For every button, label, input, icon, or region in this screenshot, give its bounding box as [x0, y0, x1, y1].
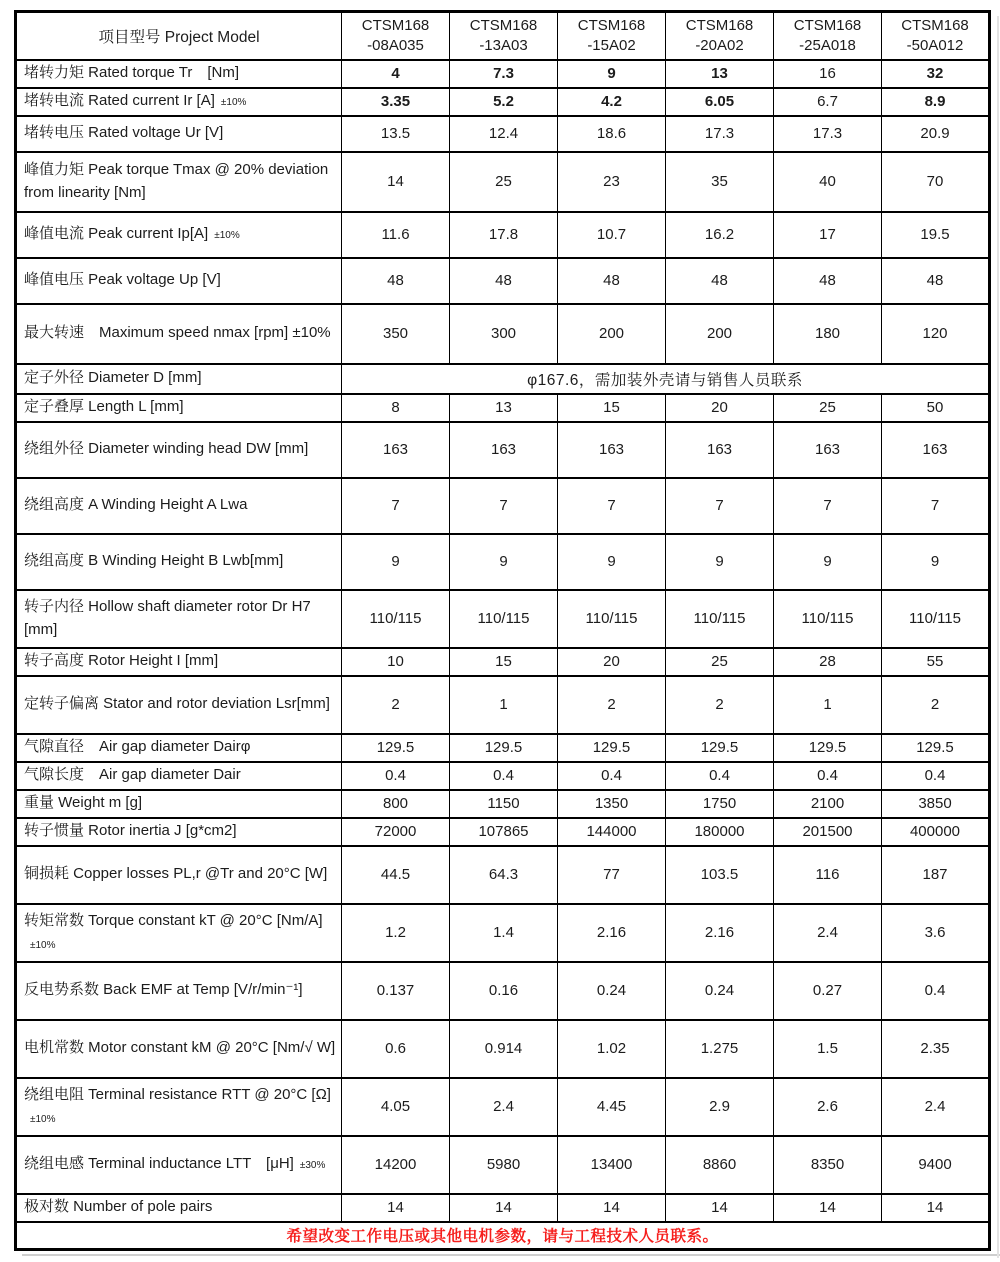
spec-row — [16, 846, 990, 904]
spec-value: 35 — [666, 152, 774, 212]
spec-value: 0.4 — [558, 762, 666, 790]
spec-value: 163 — [342, 422, 450, 478]
row-label-text: 转子惯量 Rotor inertia J [g*cm2] — [24, 822, 237, 840]
spec-value: 8860 — [666, 1136, 774, 1194]
spec-value: 110/115 — [342, 590, 450, 648]
spec-value: 48 — [450, 258, 558, 304]
spec-value: 1.275 — [666, 1020, 774, 1078]
row-label-text: 转子高度 Rotor Height I [mm] — [24, 652, 219, 670]
row-label — [16, 364, 342, 394]
spec-row — [16, 676, 990, 734]
spec-value: 0.137 — [342, 962, 450, 1020]
spec-value: 9 — [558, 60, 666, 88]
spec-row — [16, 422, 990, 478]
spec-value: 2.16 — [666, 904, 774, 962]
row-label — [16, 422, 342, 478]
spec-value: 116 — [774, 846, 882, 904]
spec-value: 0.24 — [558, 962, 666, 1020]
spec-value: 55 — [882, 648, 990, 676]
model-name-line2: -08A035 — [367, 36, 424, 54]
spec-value: 144000 — [558, 818, 666, 846]
spec-row — [16, 60, 990, 88]
spec-value: 9 — [882, 534, 990, 590]
spec-value: 163 — [882, 422, 990, 478]
row-label-text: 定转子偏离 Stator and rotor deviation Lsr[mm] — [24, 695, 330, 713]
spec-row — [16, 258, 990, 304]
row-label-text: 铜损耗 Copper losses PL,r @Tr and 20°C [W] — [24, 865, 328, 883]
row-label-text: 堵转电流 Rated current Ir [A] — [24, 92, 215, 110]
page-edge-shadow-right — [997, 16, 999, 1258]
spec-value: 1.02 — [558, 1020, 666, 1078]
spec-value: 64.3 — [450, 846, 558, 904]
spec-value: 107865 — [450, 818, 558, 846]
spec-row — [16, 534, 990, 590]
spec-value: 9400 — [882, 1136, 990, 1194]
spec-value: 3850 — [882, 790, 990, 818]
spec-value: 19.5 — [882, 212, 990, 258]
row-label-text: 定子叠厚 Length L [mm] — [24, 398, 184, 416]
spec-value: 17.3 — [774, 116, 882, 152]
spec-value: 1 — [774, 676, 882, 734]
row-label-text: 定子外径 Diameter D [mm] — [24, 369, 202, 387]
spec-row — [16, 1078, 990, 1136]
spec-value: 3.35 — [342, 88, 450, 116]
spec-value: 2 — [882, 676, 990, 734]
row-label — [16, 846, 342, 904]
spec-value: 44.5 — [342, 846, 450, 904]
row-label — [16, 676, 342, 734]
tolerance-note: ±10% — [30, 1113, 56, 1125]
spec-value: 400000 — [882, 818, 990, 846]
spec-row — [16, 648, 990, 676]
spec-value: 14 — [450, 1194, 558, 1222]
tolerance-note: ±10% — [220, 97, 247, 109]
row-label-text: 峰值力矩 Peak torque Tmax @ 20% deviation from linearity [Nm] — [24, 161, 329, 201]
row-label-text: 电机常数 Motor constant kM @ 20°C [Nm/√ W] — [24, 1039, 336, 1057]
row-label-text: 转子内径 Hollow shaft diameter rotor Dr H7 [mm] — [24, 598, 311, 638]
row-label-text: 绕组高度 B Winding Height B Lwb[mm] — [24, 552, 284, 570]
row-label-text: 峰值电压 Peak voltage Up [V] — [24, 271, 221, 289]
row-label-text: 极对数 Number of pole pairs — [24, 1198, 213, 1216]
spec-value: 1150 — [450, 790, 558, 818]
spec-value: 9 — [666, 534, 774, 590]
spec-value: 163 — [774, 422, 882, 478]
spec-value: 13 — [450, 394, 558, 422]
spec-value: 10 — [342, 648, 450, 676]
spec-value: 129.5 — [342, 734, 450, 762]
row-label-text: 绕组高度 A Winding Height A Lwa — [24, 496, 248, 514]
row-label-text: 重量 Weight m [g] — [24, 794, 143, 812]
model-name-line2: -50A012 — [906, 36, 964, 54]
spec-row — [16, 818, 990, 846]
spec-row — [16, 962, 990, 1020]
spec-value: 5980 — [450, 1136, 558, 1194]
spec-row — [16, 762, 990, 790]
spec-value: 129.5 — [882, 734, 990, 762]
spec-row — [16, 790, 990, 818]
row-label-text: 峰值电流 Peak current Ip[A] — [24, 225, 209, 243]
spec-value: 14 — [342, 152, 450, 212]
spec-row — [16, 212, 990, 258]
spec-value: 1750 — [666, 790, 774, 818]
spec-value: 2.6 — [774, 1078, 882, 1136]
spec-value: 9 — [450, 534, 558, 590]
row-label-text: 绕组电感 Terminal inductance LTT [μH] — [24, 1155, 294, 1173]
spec-value: 1.4 — [450, 904, 558, 962]
row-label — [16, 60, 342, 88]
spec-value: 200 — [666, 304, 774, 364]
spec-value: 200 — [558, 304, 666, 364]
spec-row — [16, 1136, 990, 1194]
spec-value: 0.4 — [882, 962, 990, 1020]
model-name-line2: -25A018 — [799, 36, 856, 54]
spec-value: 14 — [882, 1194, 990, 1222]
spec-value: 103.5 — [666, 846, 774, 904]
spec-value: 13.5 — [342, 116, 450, 152]
model-name-line1: CTSM168 — [901, 16, 969, 34]
spec-value: 48 — [666, 258, 774, 304]
spec-value: 7 — [666, 478, 774, 534]
row-label-text: 反电势系数 Back EMF at Temp [V/r/min⁻¹] — [24, 981, 303, 999]
spec-value: 0.6 — [342, 1020, 450, 1078]
tolerance-note: ±10% — [214, 230, 240, 242]
spec-value: 18.6 — [558, 116, 666, 152]
spec-value: 9 — [558, 534, 666, 590]
spec-value: 8350 — [774, 1136, 882, 1194]
spec-row — [16, 734, 990, 762]
spec-value: 3.6 — [882, 904, 990, 962]
spec-value: 14 — [774, 1194, 882, 1222]
spec-value: 25 — [450, 152, 558, 212]
row-label — [16, 734, 342, 762]
row-label — [16, 116, 342, 152]
tolerance-note: ±10% — [30, 939, 56, 951]
spec-value: 48 — [882, 258, 990, 304]
spec-row — [16, 88, 990, 116]
spec-value: 2.35 — [882, 1020, 990, 1078]
model-column-header — [342, 12, 450, 60]
spec-value: 17.3 — [666, 116, 774, 152]
spec-value: 10.7 — [558, 212, 666, 258]
spec-value: 0.4 — [774, 762, 882, 790]
spec-value: 2.9 — [666, 1078, 774, 1136]
spec-value: 40 — [774, 152, 882, 212]
spec-value: 4 — [342, 60, 450, 88]
spec-value: 5.2 — [450, 88, 558, 116]
page-edge-shadow-bottom — [22, 1254, 1000, 1256]
spec-value: 25 — [774, 394, 882, 422]
row-label — [16, 818, 342, 846]
spec-value: 180 — [774, 304, 882, 364]
spec-value: 129.5 — [450, 734, 558, 762]
spec-row — [16, 116, 990, 152]
model-name-line1: CTSM168 — [361, 16, 430, 34]
spec-value: 8 — [342, 394, 450, 422]
model-column-header — [558, 12, 666, 60]
spec-value: 2.4 — [450, 1078, 558, 1136]
spec-value: 7 — [882, 478, 990, 534]
spec-value: 110/115 — [666, 590, 774, 648]
spec-value: 110/115 — [450, 590, 558, 648]
spec-value: 1350 — [558, 790, 666, 818]
model-name-line1: CTSM168 — [685, 16, 754, 34]
spec-value: 14200 — [342, 1136, 450, 1194]
row-label — [16, 590, 342, 648]
project-model-header: 项目型号 Project Model — [16, 12, 342, 60]
spec-value: 11.6 — [342, 212, 450, 258]
spec-value: 300 — [450, 304, 558, 364]
spec-value: 1.5 — [774, 1020, 882, 1078]
row-label — [16, 648, 342, 676]
spec-value: 48 — [774, 258, 882, 304]
row-label — [16, 1194, 342, 1222]
spec-value: 14 — [558, 1194, 666, 1222]
footer-note: 希望改变工作电压或其他电机参数，请与工程技术人员联系。 — [16, 1222, 990, 1250]
model-name-line2: -20A02 — [695, 36, 744, 54]
spec-value: 23 — [558, 152, 666, 212]
spec-row — [16, 904, 990, 962]
model-column-header — [882, 12, 990, 60]
spec-value: 13400 — [558, 1136, 666, 1194]
spec-value: 14 — [342, 1194, 450, 1222]
spec-value: 77 — [558, 846, 666, 904]
spec-value: 0.16 — [450, 962, 558, 1020]
spec-value: 20 — [666, 394, 774, 422]
motor-spec-table — [14, 10, 991, 1251]
spec-value: 2.4 — [774, 904, 882, 962]
spec-value: 0.24 — [666, 962, 774, 1020]
spec-value: 6.7 — [774, 88, 882, 116]
spec-value: 7 — [558, 478, 666, 534]
spec-value: 7.3 — [450, 60, 558, 88]
row-label — [16, 258, 342, 304]
merged-note: φ167.6，需加装外壳请与销售人员联系 — [342, 364, 990, 394]
spec-value: 32 — [882, 60, 990, 88]
spec-value: 8.9 — [882, 88, 990, 116]
spec-value: 28 — [774, 648, 882, 676]
spec-value: 163 — [666, 422, 774, 478]
spec-value: 17.8 — [450, 212, 558, 258]
spec-value: 110/115 — [882, 590, 990, 648]
model-name-line2: -13A03 — [479, 36, 528, 54]
spec-value: 7 — [450, 478, 558, 534]
spec-value: 7 — [774, 478, 882, 534]
spec-value: 129.5 — [558, 734, 666, 762]
spec-value: 20 — [558, 648, 666, 676]
spec-row — [16, 152, 990, 212]
spec-value: 2.16 — [558, 904, 666, 962]
row-label — [16, 478, 342, 534]
row-label — [16, 962, 342, 1020]
spec-value: 9 — [774, 534, 882, 590]
spec-row — [16, 364, 990, 394]
spec-value: 48 — [558, 258, 666, 304]
spec-value: 129.5 — [774, 734, 882, 762]
spec-row — [16, 478, 990, 534]
row-label — [16, 904, 342, 962]
spec-value: 201500 — [774, 818, 882, 846]
row-label-text: 堵转力矩 Rated torque Tr [Nm] — [24, 64, 240, 82]
spec-value: 180000 — [666, 818, 774, 846]
row-label-text: 堵转电压 Rated voltage Ur [V] — [24, 124, 224, 142]
spec-value: 187 — [882, 846, 990, 904]
spec-value: 72000 — [342, 818, 450, 846]
model-name-line1: CTSM168 — [469, 16, 538, 34]
spec-value: 0.4 — [666, 762, 774, 790]
model-column-header — [774, 12, 882, 60]
spec-value: 120 — [882, 304, 990, 364]
spec-value: 350 — [342, 304, 450, 364]
row-label — [16, 394, 342, 422]
row-label-text: 最大转速 Maximum speed nmax [rpm] ±10% — [24, 324, 331, 342]
row-label — [16, 1078, 342, 1136]
spec-value: 4.05 — [342, 1078, 450, 1136]
model-name-line1: CTSM168 — [577, 16, 646, 34]
spec-value: 9 — [342, 534, 450, 590]
row-label-text: 绕组电阻 Terminal resistance RTT @ 20°C [Ω] — [24, 1086, 331, 1103]
spec-row — [16, 1194, 990, 1222]
spec-value: 15 — [558, 394, 666, 422]
spec-value: 70 — [882, 152, 990, 212]
spec-value: 4.2 — [558, 88, 666, 116]
spec-value: 0.914 — [450, 1020, 558, 1078]
spec-value: 4.45 — [558, 1078, 666, 1136]
model-column-header — [666, 12, 774, 60]
spec-value: 1.2 — [342, 904, 450, 962]
spec-value: 2100 — [774, 790, 882, 818]
spec-value: 1 — [450, 676, 558, 734]
row-label — [16, 152, 342, 212]
spec-value: 50 — [882, 394, 990, 422]
row-label-text: 气隙直径 Air gap diameter Dairφ — [24, 738, 251, 756]
spec-value: 13 — [666, 60, 774, 88]
spec-value: 0.4 — [342, 762, 450, 790]
header-row — [16, 12, 990, 60]
spec-value: 6.05 — [666, 88, 774, 116]
row-label — [16, 88, 342, 116]
spec-row — [16, 1020, 990, 1078]
spec-value: 14 — [666, 1194, 774, 1222]
spec-value: 110/115 — [558, 590, 666, 648]
footer-note-row — [16, 1222, 990, 1250]
spec-value: 12.4 — [450, 116, 558, 152]
spec-value: 0.4 — [882, 762, 990, 790]
spec-value: 800 — [342, 790, 450, 818]
spec-value: 17 — [774, 212, 882, 258]
model-column-header — [450, 12, 558, 60]
spec-row — [16, 590, 990, 648]
row-label — [16, 534, 342, 590]
spec-row — [16, 394, 990, 422]
spec-value: 25 — [666, 648, 774, 676]
row-label-text: 绕组外径 Diameter winding head DW [mm] — [24, 440, 309, 458]
spec-value: 110/115 — [774, 590, 882, 648]
spec-row — [16, 304, 990, 364]
row-label-text: 转矩常数 Torque constant kT @ 20°C [Nm/A] — [24, 912, 323, 929]
row-label — [16, 762, 342, 790]
spec-value: 16.2 — [666, 212, 774, 258]
spec-value: 0.4 — [450, 762, 558, 790]
spec-value: 163 — [450, 422, 558, 478]
spec-value: 2.4 — [882, 1078, 990, 1136]
spec-value: 20.9 — [882, 116, 990, 152]
spec-value: 163 — [558, 422, 666, 478]
row-label — [16, 212, 342, 258]
spec-value: 48 — [342, 258, 450, 304]
spec-value: 0.27 — [774, 962, 882, 1020]
spec-value: 15 — [450, 648, 558, 676]
spec-value: 129.5 — [666, 734, 774, 762]
row-label-text: 气隙长度 Air gap diameter Dair — [24, 766, 241, 784]
row-label — [16, 1020, 342, 1078]
row-label — [16, 1136, 342, 1194]
spec-value: 16 — [774, 60, 882, 88]
model-name-line2: -15A02 — [587, 36, 636, 54]
model-name-line1: CTSM168 — [793, 16, 862, 34]
tolerance-note: ±30% — [299, 1160, 326, 1172]
row-label — [16, 790, 342, 818]
spec-value: 2 — [558, 676, 666, 734]
spec-value: 2 — [666, 676, 774, 734]
spec-value: 7 — [342, 478, 450, 534]
spec-value: 2 — [342, 676, 450, 734]
row-label — [16, 304, 342, 364]
